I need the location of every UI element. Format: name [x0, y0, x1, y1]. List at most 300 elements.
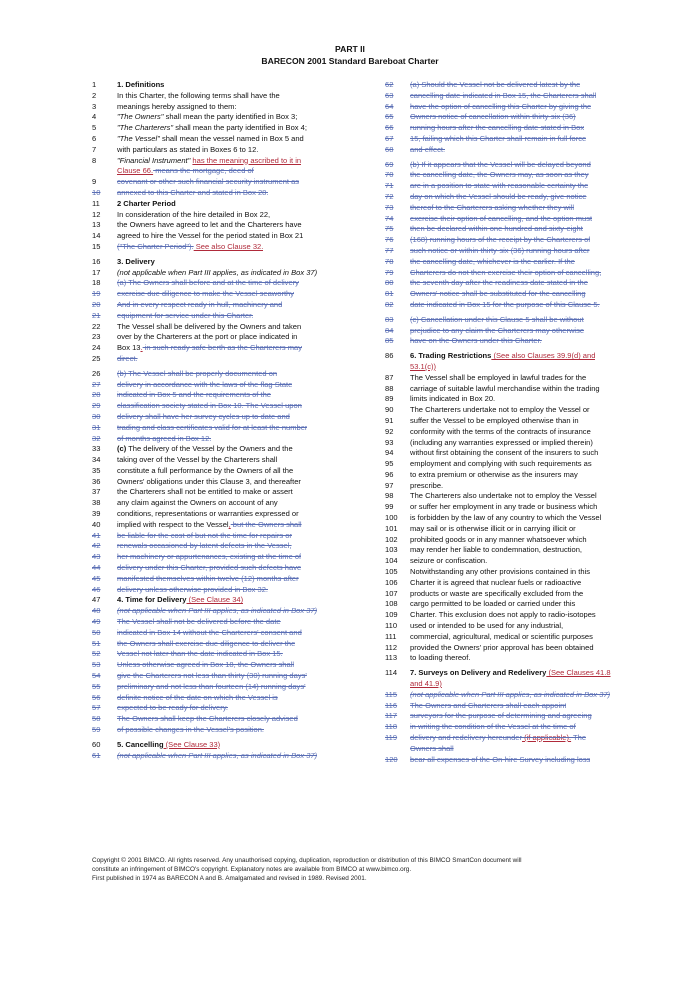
line-text: [410, 621, 563, 632]
line-text: [410, 181, 588, 192]
line-number: 78: [385, 256, 394, 266]
line-number: 94: [385, 448, 394, 458]
text-segment: products or waste are specifically excluded from the: [410, 588, 584, 598]
line-text: [117, 541, 292, 552]
line-number: 32: [92, 433, 101, 443]
line-text: [117, 390, 271, 401]
line-text: [410, 300, 600, 311]
clause-line: [385, 448, 648, 459]
clause-line: [92, 268, 372, 279]
text-segment: has the meaning ascribed to it in: [192, 155, 302, 165]
line-text: [117, 220, 302, 231]
line-text: [410, 556, 487, 567]
text-segment: prescribe.: [410, 480, 444, 490]
line-number: 47: [92, 595, 101, 605]
line-number: 35: [92, 465, 101, 475]
line-number: 87: [385, 372, 394, 382]
text-segment: expected to be ready for delivery.: [117, 703, 229, 713]
clause-line: [385, 513, 648, 524]
clause-line: [385, 589, 648, 600]
line-text: [117, 617, 281, 628]
clause-line: [385, 235, 648, 246]
clause-line: [385, 336, 648, 347]
text-segment: of months agreed in Box 12.: [117, 433, 212, 443]
line-text: [410, 722, 576, 733]
text-segment: the Owners shall exercise due diligence to deliver the: [117, 638, 296, 648]
line-text: [410, 362, 436, 373]
line-text: [410, 679, 442, 690]
clause-line: [92, 552, 372, 563]
clause-line: [385, 326, 648, 337]
clause-line: [92, 332, 372, 343]
line-number: 104: [385, 556, 398, 566]
line-number: 10: [92, 187, 101, 197]
clause-line: [385, 470, 648, 481]
text-segment: to loading thereof.: [410, 653, 471, 663]
line-text: [117, 177, 299, 188]
clause-line: [385, 679, 648, 690]
line-number: 27: [92, 379, 101, 389]
text-segment: the cancelling date, the Owners may, as soon as they: [410, 170, 589, 180]
line-text: [410, 145, 445, 156]
text-segment: (a) Should the Vessel not be delivered latest by the: [410, 80, 581, 89]
text-segment: shall mean the vessel named in Box 5 and: [159, 133, 304, 143]
clause-line: [385, 599, 648, 610]
line-text: [117, 531, 292, 542]
line-text: [410, 711, 592, 722]
clause-line: [92, 487, 372, 498]
line-text: [117, 102, 237, 113]
line-text: [410, 134, 586, 145]
line-text: [410, 744, 454, 755]
text-segment: means the mortgage, deed of: [153, 166, 254, 176]
text-segment: have on the Owners under this Charter.: [410, 336, 542, 346]
line-text: [410, 535, 587, 546]
line-text: [410, 315, 584, 326]
line-number: 88: [385, 383, 394, 393]
clause-line: [385, 621, 648, 632]
text-segment: In consideration of the hire detailed in Box 22,: [117, 209, 271, 219]
text-segment: Owners shall: [410, 743, 454, 753]
line-number: 89: [385, 394, 394, 404]
text-segment: (b) If it appears that the Vessel will be delayed beyond: [410, 159, 591, 169]
text-segment: delivery unless otherwise provided in Box 32.: [117, 584, 269, 594]
clause-line: [92, 210, 372, 221]
text-segment: direct.: [117, 353, 138, 363]
line-text: [117, 725, 264, 736]
line-number: 67: [385, 133, 394, 143]
clause-line: [92, 531, 372, 542]
clause-line: [385, 315, 648, 326]
line-text: [410, 589, 583, 600]
text-segment: surveyors for the purpose of determining and agreeing: [410, 711, 592, 721]
line-text: [117, 145, 258, 156]
line-number: 98: [385, 491, 394, 501]
clause-line: [92, 134, 372, 145]
text-segment: conformity with the terms of the contracts of insurance: [410, 426, 591, 436]
line-number: 59: [92, 725, 101, 735]
line-text: [117, 80, 164, 91]
text-segment: taking over of the Vessel by the Charterers shall: [117, 455, 278, 465]
clause-line: [92, 91, 372, 102]
line-text: [117, 412, 290, 423]
clause-line: [385, 192, 648, 203]
text-segment: Box 13: [117, 343, 141, 353]
line-number: 84: [385, 325, 394, 335]
text-segment: Charter it is agreed that nuclear fuels or radioactive: [410, 577, 582, 587]
right-column: [385, 80, 648, 765]
clause-line: [385, 733, 648, 744]
text-segment: but the Owners shall: [230, 519, 302, 529]
clause-line: [92, 649, 372, 660]
text-segment: Owners notice of cancellation within thirty-six (36): [410, 112, 576, 122]
line-text: [410, 80, 580, 91]
text-segment: or suffer her employment in any trade or business which: [410, 502, 598, 512]
line-text: [117, 257, 155, 268]
part-heading: PART II: [335, 44, 365, 54]
line-number: 1: [92, 80, 97, 89]
clause-line: [92, 509, 372, 520]
clause-line: [385, 556, 648, 567]
line-number: 51: [92, 638, 101, 648]
line-number: 57: [92, 703, 101, 713]
clause-line: [92, 145, 372, 156]
text-segment: The delivery of the Vessel by the Owners and the: [126, 444, 293, 454]
clause-line: [92, 740, 372, 751]
clause-line: [385, 632, 648, 643]
text-segment: cargo permitted to be loaded or carried under this: [410, 599, 576, 609]
text-segment: 53.1(c)): [410, 361, 437, 371]
text-segment: 2 Charter Period: [117, 198, 176, 208]
text-segment: exercise their option of cancelling, and the option must: [410, 213, 593, 223]
clause-line: [385, 459, 648, 470]
clause-line: [385, 289, 648, 300]
line-number: 43: [92, 552, 101, 562]
line-number: [385, 679, 410, 690]
line-text: [117, 343, 302, 354]
clause-line: [92, 289, 372, 300]
line-number: 103: [385, 545, 398, 555]
line-text: [117, 369, 277, 380]
line-text: [117, 210, 270, 221]
clause-line: [385, 80, 648, 91]
line-text: [410, 394, 495, 405]
text-segment: (if applicable).: [522, 733, 572, 743]
line-number: 112: [385, 642, 398, 652]
text-segment: commercial, agricultural, medical or scientific purposes: [410, 631, 593, 641]
line-text: [410, 102, 591, 113]
line-number: [385, 362, 410, 373]
line-text: [117, 574, 299, 585]
clause-line: [92, 455, 372, 466]
line-number: 6: [92, 133, 97, 143]
line-number: 114: [385, 668, 398, 678]
text-segment: (168) running hours of the receipt by the Charterers of: [410, 235, 591, 245]
line-text: [117, 91, 280, 102]
line-number: 19: [92, 289, 101, 299]
line-number: 63: [385, 90, 394, 100]
clause-line: [385, 416, 648, 427]
text-segment: Owners' obligations under this Clause 3, and thereafter: [117, 476, 301, 486]
line-number: 72: [385, 191, 394, 201]
line-text: [410, 278, 588, 289]
text-segment: (b) The Vessel shall be properly documented on: [117, 368, 278, 378]
text-segment: And in every respect ready in hull, machinery and: [117, 299, 283, 309]
text-segment: 3. Delivery: [117, 256, 155, 266]
text-segment: 4. Time for Delivery: [117, 595, 187, 605]
clause-line: [92, 585, 372, 596]
line-text: [117, 703, 228, 714]
line-text: [117, 322, 301, 333]
text-segment: to extra premium or otherwise as the insurers may: [410, 469, 578, 479]
line-number: 2: [92, 90, 97, 100]
clause-line: [92, 541, 372, 552]
text-segment: running hours after the cancelling date stated in Box: [410, 123, 585, 133]
clause-line: [92, 714, 372, 725]
line-number: 92: [385, 426, 394, 436]
text-segment: delivery shall have her survey cycles up to date and: [117, 411, 290, 421]
clause-line: [92, 444, 372, 455]
clause-line: [92, 343, 372, 354]
line-number: 90: [385, 405, 394, 415]
text-segment: in such ready safe berth as the Charterers may: [142, 343, 303, 353]
line-number: 101: [385, 523, 398, 533]
text-segment: .: [140, 343, 143, 353]
line-text: [410, 268, 601, 279]
text-segment: (c): [117, 444, 127, 454]
line-text: [410, 438, 593, 449]
clause-line: [385, 535, 648, 546]
line-number: 54: [92, 671, 101, 681]
line-number: 113: [385, 653, 398, 663]
line-number: 46: [92, 584, 101, 594]
clause-line: [385, 278, 648, 289]
text-segment: "The Vessel": [117, 133, 160, 143]
clause-line: [92, 660, 372, 671]
line-text: [410, 578, 581, 589]
clause-line: [385, 351, 648, 362]
line-number: 119: [385, 733, 398, 743]
text-segment: The Charterers also undertake not to employ the Vessel: [410, 491, 597, 501]
text-segment: such notice or within thirty-six (36) running hours after: [410, 245, 590, 255]
text-segment: the seventh day after the readiness date stated in the: [410, 278, 588, 288]
clause-line: [385, 438, 648, 449]
text-segment: equipment for service under this Charter.: [117, 310, 254, 320]
text-segment: classification society stated in Box 10. The Vessel upon: [117, 401, 302, 411]
text-segment: Clause 66.: [117, 166, 154, 176]
line-text: [410, 733, 586, 744]
clause-line: [385, 224, 648, 235]
line-text: [410, 491, 597, 502]
text-segment: thereof to the Charterers asking whether they will: [410, 202, 575, 212]
line-number: 83: [385, 314, 394, 324]
line-number: 110: [385, 621, 398, 631]
clause-line: [92, 369, 372, 380]
text-segment: (not applicable when Part III applies, as indicated in Box 37): [117, 750, 318, 760]
text-segment: (including any warranties expressed or implied therein): [410, 437, 593, 447]
line-text: [410, 470, 578, 481]
line-number: 8: [92, 155, 97, 165]
line-text: [410, 502, 597, 513]
clause-line: [385, 502, 648, 513]
line-number: 18: [92, 278, 101, 288]
line-text: [410, 690, 610, 701]
line-text: [410, 384, 600, 395]
line-number: 28: [92, 390, 101, 400]
line-number: 77: [385, 245, 394, 255]
line-text: [117, 166, 254, 177]
clause-line: [92, 751, 372, 762]
text-segment: cancelling date indicated in Box 15, the Charterers shall: [410, 90, 597, 100]
line-text: [410, 701, 566, 712]
line-text: [410, 91, 596, 102]
text-segment: Notwithstanding any other provisions contained in this: [410, 567, 590, 577]
line-number: 71: [385, 181, 394, 191]
line-text: [410, 668, 611, 679]
line-number: 76: [385, 235, 394, 245]
line-number: 82: [385, 299, 394, 309]
text-segment: 5. Cancelling: [117, 739, 164, 749]
line-text: [117, 487, 293, 498]
text-segment: bear all expenses of the On-hire Survey including loss: [410, 754, 591, 764]
clause-line: [385, 722, 648, 733]
line-number: 100: [385, 513, 398, 523]
clause-line: [385, 545, 648, 556]
clause-line: [92, 498, 372, 509]
line-text: [117, 585, 268, 596]
text-segment: be liable for the cost of but not the time for repairs or: [117, 530, 292, 540]
line-text: [117, 278, 299, 289]
line-text: [410, 112, 576, 123]
line-text: [410, 336, 542, 347]
clause-line: [385, 384, 648, 395]
line-number: 44: [92, 563, 101, 573]
text-segment: Vessel not later than the date indicated in Box 15.: [117, 649, 283, 659]
line-text: [410, 755, 590, 766]
line-text: [410, 160, 591, 171]
line-text: [410, 481, 443, 492]
text-segment: implied with respect to the Vessel: [117, 519, 229, 529]
line-number: 61: [92, 750, 101, 760]
left-column: [92, 80, 372, 761]
text-segment: give the Charterers not less than thirty (30) running days': [117, 671, 307, 681]
line-text: [117, 434, 211, 445]
line-number: 93: [385, 437, 394, 447]
line-text: [117, 134, 304, 145]
line-text: [410, 224, 583, 235]
line-number: 15: [92, 241, 101, 251]
clause-line: [92, 606, 372, 617]
line-text: [410, 123, 584, 134]
clause-line: [385, 257, 648, 268]
text-segment: prejudice to any claim the Charterers may otherwise: [410, 325, 585, 335]
text-segment: The Charterers undertake not to employ the Vessel or: [410, 405, 590, 415]
line-number: 3: [92, 101, 97, 111]
clause-line: [92, 199, 372, 210]
line-text: [117, 693, 278, 704]
text-segment: is forbidden by the law of any country to which the Vessel: [410, 513, 602, 523]
line-text: [410, 257, 575, 268]
line-text: [117, 682, 306, 693]
line-number: 39: [92, 509, 101, 519]
text-segment: (a): [117, 278, 127, 288]
text-segment: constitute a full performance by the Owners of all the: [117, 465, 294, 475]
clause-line: [385, 744, 648, 755]
line-number: [385, 744, 410, 755]
line-number: 50: [92, 627, 101, 637]
text-segment: Unless otherwise agreed in Box 18, the Owners shall: [117, 660, 295, 670]
text-segment: delivery under this Charter, provided such defects have: [117, 563, 302, 573]
line-text: [117, 628, 302, 639]
line-text: [410, 289, 586, 300]
text-segment: ,: [228, 519, 231, 529]
line-text: [117, 354, 138, 365]
text-segment: manifested themselves within twelve (12) months after: [117, 573, 299, 583]
clause-line: [92, 278, 372, 289]
line-number: 106: [385, 577, 398, 587]
line-number: 115: [385, 689, 398, 699]
line-text: [117, 380, 292, 391]
line-text: [117, 242, 263, 253]
line-text: [410, 632, 593, 643]
line-text: [117, 563, 301, 574]
text-segment: delivery in accordance with the laws of the flag State: [117, 379, 293, 389]
clause-line: [92, 671, 372, 682]
line-number: 62: [385, 80, 394, 89]
clause-line: [92, 390, 372, 401]
clause-line: [92, 477, 372, 488]
text-segment: 7. Surveys on Delivery and Redelivery: [410, 668, 547, 678]
line-text: [117, 552, 301, 563]
text-segment: The Owners shall keep the Charterers closely advised: [117, 714, 298, 724]
text-segment: See also Clause 32.: [193, 241, 264, 251]
clause-line: [385, 405, 648, 416]
clause-line: [385, 300, 648, 311]
clause-line: [385, 755, 648, 766]
clause-line: [92, 123, 372, 134]
line-number: 96: [385, 469, 394, 479]
line-number: 23: [92, 332, 101, 342]
text-segment: agreed to hire the Vessel for the period stated in Box 21: [117, 231, 304, 241]
clause-line: [92, 725, 372, 736]
clause-line: [385, 427, 648, 438]
text-segment: covenant or other such financial security instrument as: [117, 177, 300, 187]
text-segment: preliminary and not less than fourteen (14) running days': [117, 681, 306, 691]
line-number: 111: [385, 631, 397, 641]
line-text: [410, 513, 601, 524]
clause-line: [385, 653, 648, 664]
line-number: 7: [92, 144, 97, 154]
clause-line: [385, 170, 648, 181]
line-text: [117, 740, 220, 751]
line-text: [117, 455, 277, 466]
text-segment: annexed to this Charter and stated in Box 28.: [117, 187, 269, 197]
line-text: [117, 188, 268, 199]
text-segment: any claim against the Owners on account of any: [117, 498, 278, 508]
clause-line: [385, 578, 648, 589]
line-number: 55: [92, 681, 101, 691]
clause-line: [92, 703, 372, 714]
text-segment: over by the Charterers at the port or place indicated in: [117, 332, 298, 342]
line-number: 56: [92, 692, 101, 702]
line-number: 30: [92, 411, 101, 421]
line-text: [117, 649, 283, 660]
text-segment: may sail or is otherwise illicit or in carrying illicit or: [410, 523, 576, 533]
line-text: [117, 199, 176, 210]
clause-line: [385, 711, 648, 722]
line-text: [410, 610, 596, 621]
line-number: 34: [92, 455, 101, 465]
